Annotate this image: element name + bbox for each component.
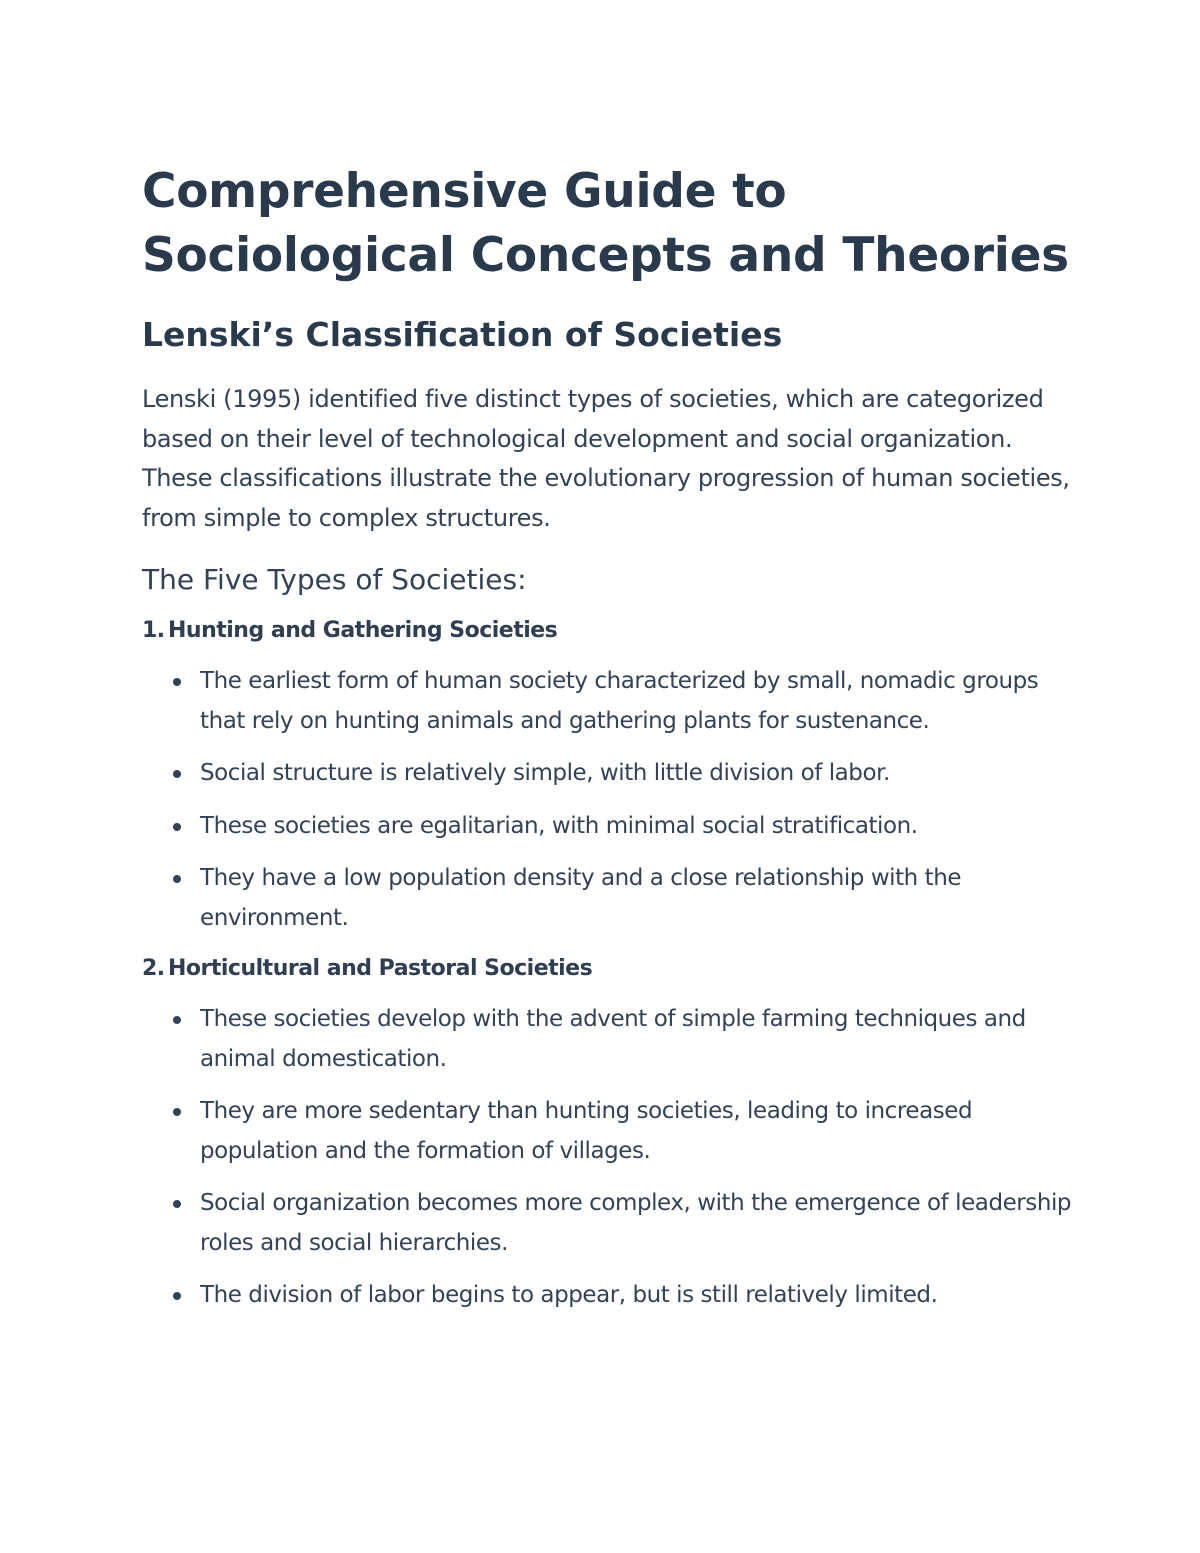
society-type-number: 1. — [142, 618, 165, 643]
bullet-item — [200, 1092, 1072, 1171]
document-page — [142, 160, 1072, 1316]
bullet-icon — [173, 1292, 181, 1300]
bullet-item — [200, 1000, 1072, 1079]
bullet-icon — [173, 823, 181, 831]
bullet-icon — [173, 875, 181, 883]
society-types-list — [142, 614, 1072, 1316]
society-type-bullets — [142, 662, 1072, 938]
bullet-text: These societies develop with the advent of simple farming techniques and animal domestication. — [200, 1006, 1026, 1072]
bullet-icon — [173, 678, 181, 686]
bullet-item — [200, 1276, 1072, 1316]
society-type-item — [142, 952, 1072, 1316]
bullet-text: The earliest form of human society characterized by small, nomadic groups that rely on hunting animals and gathering plants for sustenance. — [200, 668, 1039, 734]
society-type-bullets — [142, 1000, 1072, 1316]
bullet-icon — [173, 1016, 181, 1024]
bullet-icon — [173, 1200, 181, 1208]
society-type-name: Horticultural and Pastoral Societies — [168, 956, 593, 981]
bullet-icon — [173, 1108, 181, 1116]
bullet-item — [200, 859, 1072, 938]
bullet-item — [200, 807, 1072, 847]
section-heading: Lenski’s Classification of Societies — [142, 315, 783, 354]
bullet-item — [200, 1184, 1072, 1263]
society-type-heading — [142, 952, 1072, 986]
subsection-heading: The Five Types of Societies: — [142, 563, 527, 596]
bullet-text: They have a low population density and a close relationship with the environment. — [200, 865, 962, 931]
bullet-item — [200, 754, 1072, 794]
bullet-text: Social structure is relatively simple, with little division of labor. — [200, 760, 890, 786]
bullet-item — [200, 662, 1072, 741]
bullet-icon — [173, 770, 181, 778]
society-type-item — [142, 614, 1072, 938]
bullet-text: They are more sedentary than hunting societies, leading to increased population and the formation of villages. — [200, 1098, 973, 1164]
intro-paragraph: Lenski (1995) identified five distinct types of societies, which are categorized based on their level of technological development and social organization. These classifications illustrate the evolutionary progression of human societies, from simple to complex structures. — [142, 385, 1070, 532]
bullet-text: These societies are egalitarian, with minimal social stratification. — [200, 812, 918, 839]
society-type-number: 2. — [142, 956, 165, 981]
society-type-heading — [142, 614, 1072, 648]
page-title: Comprehensive Guide to Sociological Concepts and Theories — [142, 164, 1069, 283]
bullet-text: Social organization becomes more complex, with the emergence of leadership roles and social hierarchies. — [200, 1190, 1072, 1256]
bullet-text: The division of labor begins to appear, but is still relatively limited. — [200, 1282, 938, 1308]
society-type-name: Hunting and Gathering Societies — [168, 618, 558, 643]
